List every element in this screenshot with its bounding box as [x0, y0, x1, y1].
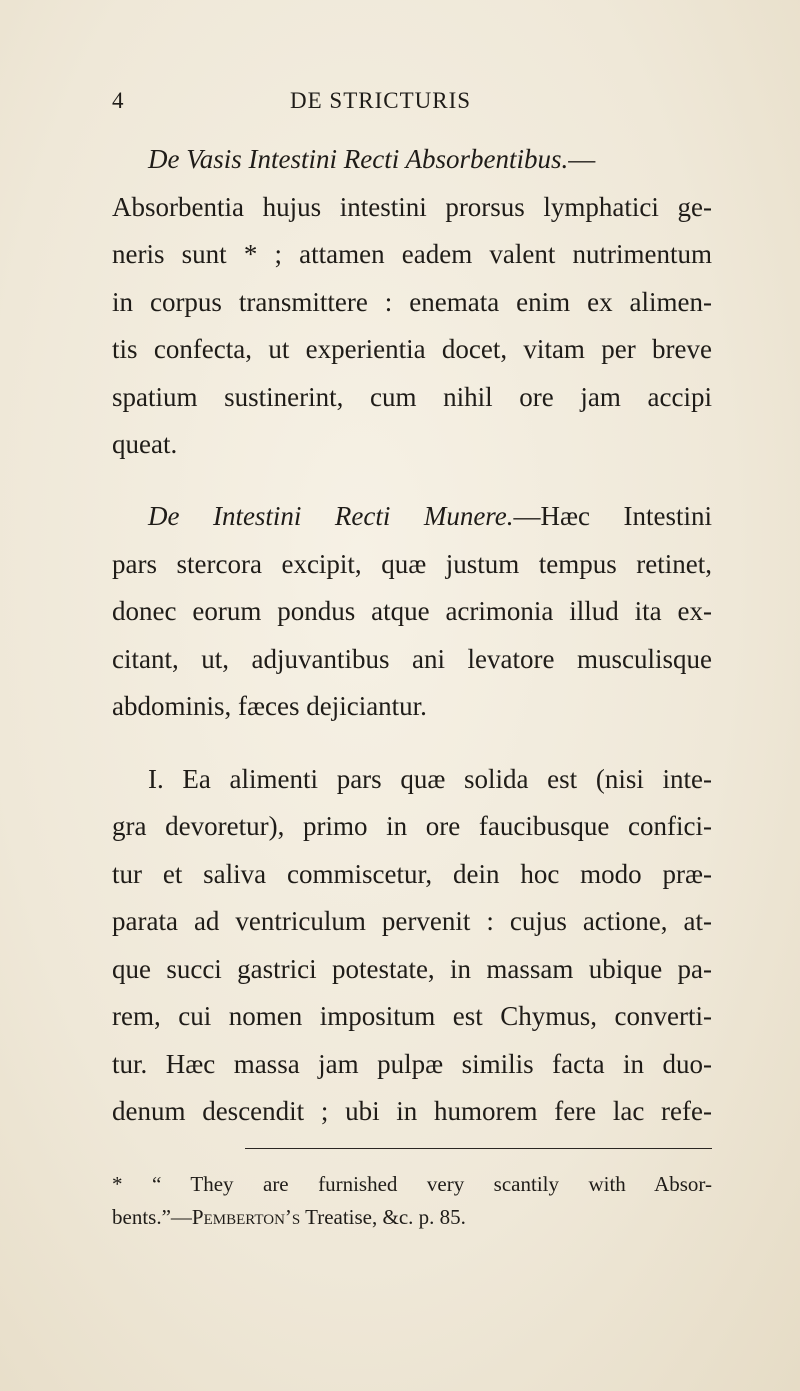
footnote-line-1: * “ They are furnished very scantily with Absor-: [112, 1172, 712, 1196]
text-line: que succi gastrici potestate, in massam ubique pa-: [112, 954, 712, 984]
heading-munere-rest: —Hæc Intestini: [513, 501, 712, 531]
text-line: donec eorum pondus atque acrimonia illud ita ex-: [112, 596, 712, 626]
footnote-author: Pemberton’s: [191, 1205, 301, 1229]
text-line: neris sunt * ; attamen eadem valent nutrimentum: [112, 239, 712, 269]
text-line: Absorbentia hujus intestini prorsus lymphatici ge-: [112, 192, 712, 222]
footnote-line-2: [112, 1203, 712, 1231]
text-line-last: abdominis, fæces dejiciantur.: [112, 691, 427, 721]
text-line: denum descendit ; ubi in humorem fere lac refe-: [112, 1096, 712, 1126]
heading-absorbentia-text: De Vasis Intestini Recti Absorbentibus.: [148, 144, 569, 174]
section-heading-absorbentia: [148, 142, 712, 176]
text-line: tur et saliva commiscetur, dein hoc modo præ-: [112, 859, 712, 889]
text-line: pars stercora excipit, quæ justum tempus retinet,: [112, 549, 712, 579]
heading-dash: —: [568, 144, 596, 174]
text-line: rem, cui nomen impositum est Chymus, converti-: [112, 1001, 712, 1031]
paragraph-i-first-line: I. Ea alimenti pars quæ solida est (nisi inte-: [148, 764, 712, 794]
running-title: DE STRICTURIS: [290, 88, 472, 113]
text-line: spatium sustinerint, cum nihil ore jam accipi: [112, 382, 712, 412]
section-heading-munere: [148, 499, 712, 533]
text-line: gra devoretur), primo in ore faucibusque confici-: [112, 811, 712, 841]
footnote-citation: Treatise, &c. p. 85.: [300, 1205, 466, 1229]
text-line: in corpus transmittere : enemata enim ex alimen-: [112, 287, 712, 317]
text-line: parata ad ventriculum pervenit : cujus actione, at-: [112, 906, 712, 936]
text-line: citant, ut, adjuvantibus ani levatore musculisque: [112, 644, 712, 674]
text-line-last: queat.: [112, 429, 178, 459]
footnote-text: bents.”—: [112, 1205, 192, 1229]
page-number: 4: [112, 88, 125, 113]
heading-munere-text: De Intestini Recti Munere.: [148, 501, 514, 531]
footnote-rule: [245, 1148, 712, 1149]
running-header: [112, 88, 712, 118]
text-line: tur. Hæc massa jam pulpæ similis facta in duo-: [112, 1049, 712, 1079]
text-line: tis confecta, ut experientia docet, vitam per breve: [112, 334, 712, 364]
